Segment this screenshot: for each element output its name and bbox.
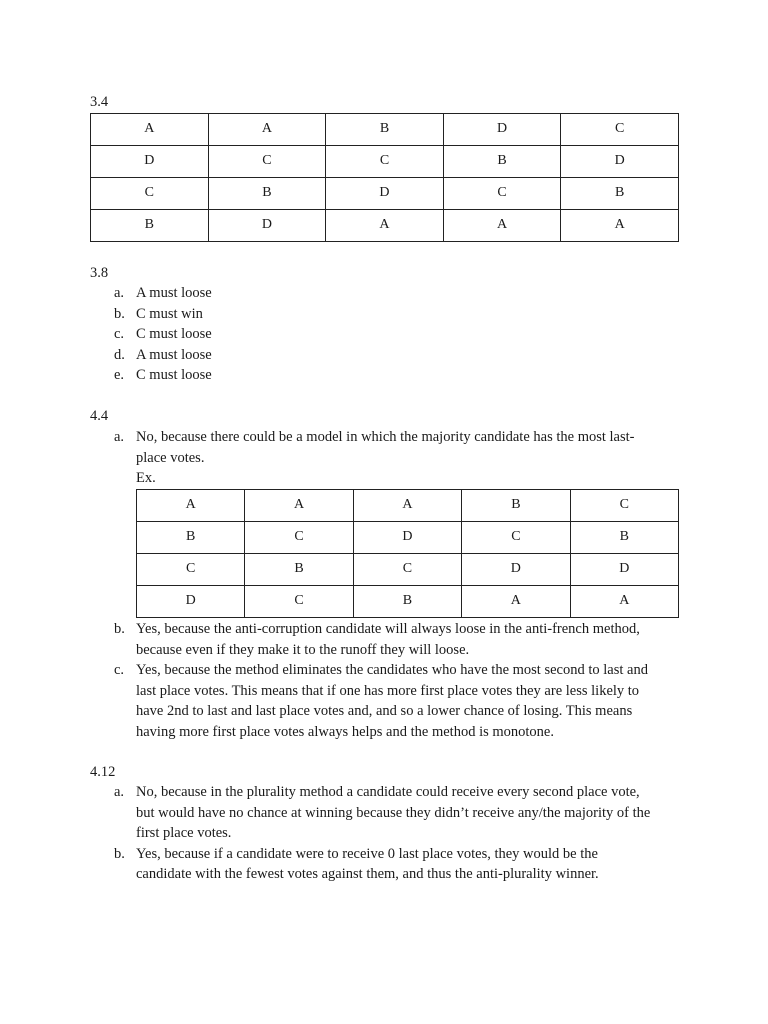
table-cell: C [245, 586, 353, 618]
table-cell: C [245, 522, 353, 554]
table-cell: A [91, 114, 209, 146]
list-item-text: C must win [136, 305, 203, 322]
list-item-text: A must loose [136, 346, 212, 363]
table-row [137, 522, 679, 554]
table-cell: C [353, 554, 461, 586]
list-item-text: C must loose [136, 326, 212, 343]
list-item [114, 324, 212, 345]
list-item-line: No, because in the plurality method a candidate could receive every second place vote, [136, 784, 640, 800]
list-item [114, 365, 212, 386]
list-marker: b. [114, 845, 125, 862]
table-cell: D [353, 522, 461, 554]
list-item-line: have 2nd to last and last place votes and, and so a lower chance of losing. This means [136, 703, 633, 720]
table-cell: D [326, 178, 444, 210]
table-cell: C [208, 146, 326, 178]
table-cell: A [561, 210, 679, 242]
list-item-line: first place votes. [136, 825, 232, 842]
list-item-line: last place votes. This means that if one has more first place votes they are less likely to [136, 682, 640, 699]
table-cell: C [443, 178, 561, 210]
table-cell: B [208, 178, 326, 210]
list-item [114, 345, 212, 366]
table-cell: B [137, 522, 245, 554]
table-cell: C [137, 554, 245, 586]
table-cell: B [443, 146, 561, 178]
table-cell: D [91, 146, 209, 178]
list-item-4-12-a [114, 782, 681, 844]
table-cell: A [326, 210, 444, 242]
list-item-line: place votes. [136, 449, 205, 466]
list-marker: b. [114, 305, 125, 322]
table-cell: A [443, 210, 561, 242]
table-cell: D [208, 210, 326, 242]
table-3-4 [90, 113, 679, 242]
table-row [137, 586, 679, 618]
table-cell: C [91, 178, 209, 210]
list-item-line: Yes, because the anti-corruption candidate will always loose in the anti-french method, [136, 621, 640, 637]
table-cell: B [353, 586, 461, 618]
list-item [114, 283, 212, 304]
table-cell: B [570, 522, 678, 554]
heading-3-8: 3.8 [90, 265, 109, 281]
list-item-line: Yes, because the method eliminates the candidates who have the most second to last and [136, 662, 648, 679]
table-row [137, 554, 679, 586]
list-marker: e. [114, 367, 125, 384]
table-cell: A [245, 490, 353, 522]
heading-4-4: 4.4 [90, 408, 109, 424]
table-cell: D [561, 146, 679, 178]
table-cell: A [570, 586, 678, 618]
list-marker: b. [114, 621, 125, 637]
list-4-4-a [114, 427, 681, 489]
table-cell: D [570, 554, 678, 586]
table-cell: A [137, 490, 245, 522]
list-item-line: Yes, because if a candidate were to receive 0 last place votes, they would be the [136, 845, 598, 862]
heading-3-4: 3.4 [90, 94, 109, 110]
list-item-4-12-b [114, 844, 681, 885]
table-cell: C [561, 114, 679, 146]
list-marker: d. [114, 346, 125, 363]
list-item-line: having more first place votes always helps and the method is monotone. [136, 723, 554, 740]
list-item-4-4-b [114, 619, 681, 660]
table-cell: D [443, 114, 561, 146]
table-cell: A [353, 490, 461, 522]
table-cell: D [462, 554, 570, 586]
list-4-4-bc [114, 619, 681, 743]
list-marker: c. [114, 662, 125, 679]
table-cell: A [462, 586, 570, 618]
table-cell: C [462, 522, 570, 554]
list-item-4-4-c [114, 660, 681, 742]
table-row [91, 146, 679, 178]
list-marker: a. [114, 285, 125, 301]
table-cell: C [570, 490, 678, 522]
list-item-line: Ex. [136, 470, 156, 487]
list-item-line: because even if they make it to the runoff they will loose. [136, 641, 470, 658]
list-item-text: C must loose [136, 367, 212, 384]
list-3-8 [114, 283, 212, 386]
table-row [91, 178, 679, 210]
table-cell: A [208, 114, 326, 146]
heading-4-12: 4.12 [90, 764, 116, 780]
list-item-4-4-a [114, 427, 681, 489]
table-cell: B [462, 490, 570, 522]
table-4-4 [136, 489, 679, 618]
list-item [114, 304, 212, 325]
table-cell: B [245, 554, 353, 586]
table-cell: C [326, 146, 444, 178]
table-cell: B [561, 178, 679, 210]
list-item-line: but would have no chance at winning because they didn’t receive any/the majority of the [136, 804, 651, 821]
list-item-text: A must loose [136, 285, 212, 301]
list-item-line: No, because there could be a model in which the majority candidate has the most last- [136, 429, 635, 445]
table-cell: B [91, 210, 209, 242]
table-row [91, 114, 679, 146]
table-row [137, 490, 679, 522]
table-row [91, 210, 679, 242]
list-4-12 [114, 782, 681, 885]
list-marker: a. [114, 784, 125, 800]
table-cell: B [326, 114, 444, 146]
list-item-line: candidate with the fewest votes against them, and thus the anti-plurality winner. [136, 866, 599, 883]
list-marker: a. [114, 429, 125, 445]
table-cell: D [137, 586, 245, 618]
list-marker: c. [114, 326, 125, 343]
